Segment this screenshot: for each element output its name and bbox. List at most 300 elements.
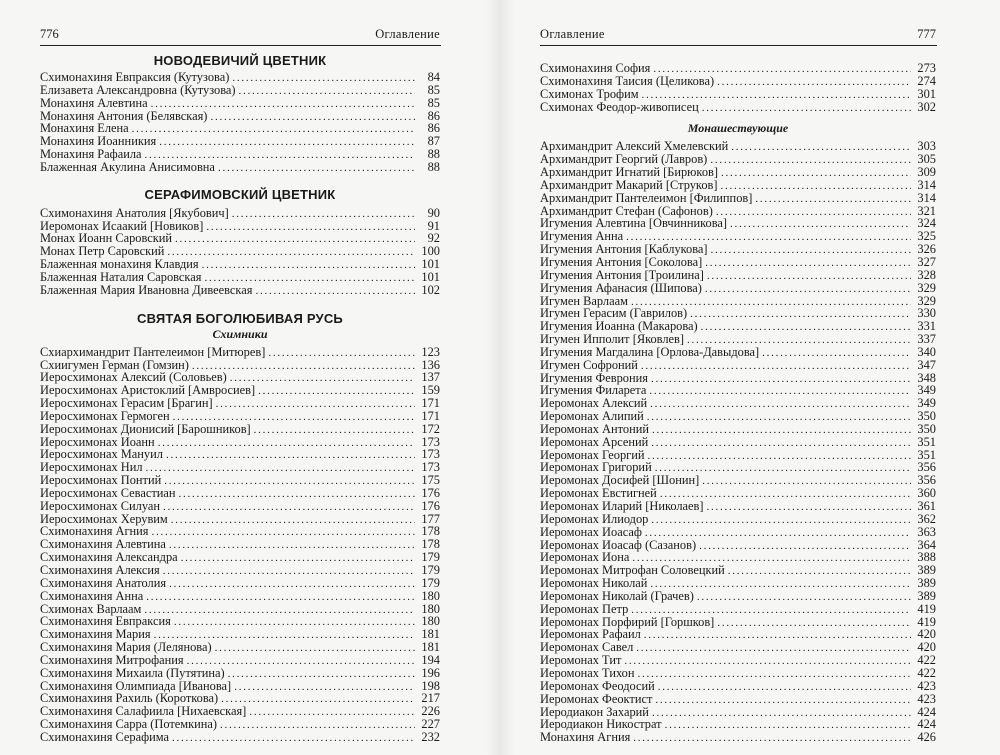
toc-entry <box>540 88 936 101</box>
toc-entry <box>540 75 936 88</box>
toc-entry <box>40 71 440 84</box>
toc-entry <box>40 654 440 667</box>
entry-page-number: 321 <box>917 203 936 218</box>
entry-page-number: 325 <box>917 229 936 244</box>
toc-entry <box>540 410 936 423</box>
toc-entry <box>540 359 936 372</box>
entry-page-number: 274 <box>917 73 936 88</box>
dot-leader <box>762 346 911 360</box>
dot-leader <box>702 101 911 115</box>
entry-title: Иеромонах Тит <box>540 653 622 668</box>
entry-title: Схимонахиня Рахиль (Короткова) <box>40 691 219 706</box>
entry-page-number: 349 <box>917 396 936 411</box>
entry-page-number: 426 <box>917 730 936 745</box>
dot-leader <box>169 577 415 591</box>
entry-page-number: 337 <box>917 332 936 347</box>
entry-page-number: 85 <box>427 82 440 97</box>
entry-page-number: 180 <box>421 601 440 616</box>
dot-leader <box>132 122 415 136</box>
entry-page-number: 363 <box>917 524 936 539</box>
entry-page-number: 181 <box>421 640 440 655</box>
entry-title: Блаженная Наталия Саровская <box>40 269 202 284</box>
entry-page-number: 172 <box>421 421 440 436</box>
entry-title: Иеромонах Рафаил <box>540 627 641 642</box>
entry-page-number: 85 <box>427 95 440 110</box>
entry-page-number: 314 <box>917 190 936 205</box>
dot-leader <box>721 166 911 180</box>
dot-leader <box>169 538 415 552</box>
entry-title: Иеромонах Петр <box>540 601 629 616</box>
entry-page-number: 232 <box>421 729 440 744</box>
toc-entry <box>40 577 440 590</box>
entry-page-number: 173 <box>421 434 440 449</box>
dot-leader <box>705 256 911 270</box>
entry-title: Схимонахиня Сарра (Потемкина) <box>40 717 218 732</box>
dot-leader <box>146 461 415 475</box>
entry-page-number: 328 <box>917 267 936 282</box>
entry-title: Иеросхимонах Аристоклий [Амвросиев] <box>40 383 256 398</box>
toc-entry <box>540 577 936 590</box>
toc-entry <box>540 333 936 346</box>
entry-title: Иеромонах Николай <box>540 576 648 591</box>
entry-title: Игумен Герасим (Гаврилов) <box>540 306 688 321</box>
entry-title: Иеромонах Алексий <box>540 396 648 411</box>
entry-title: Иеросхимонах Мануил <box>40 447 163 462</box>
entry-title: Иеромонах Порфирий [Горшков] <box>540 614 715 629</box>
entry-title: Схиигумен Герман (Гомзин) <box>40 357 189 372</box>
entry-page-number: 420 <box>917 640 936 655</box>
entry-title: Иеромонах Савел <box>540 640 634 655</box>
entry-page-number: 87 <box>427 134 440 149</box>
entry-page-number: 356 <box>917 473 936 488</box>
entry-page-number: 196 <box>421 665 440 680</box>
entry-page-number: 364 <box>917 537 936 552</box>
dot-leader <box>164 474 415 488</box>
entry-title: Иеросхимонах Нил <box>40 460 143 475</box>
entry-title: Схимонахиня Евпраксия <box>40 614 171 629</box>
dot-leader <box>655 693 911 707</box>
entry-page-number: 424 <box>917 717 936 732</box>
dot-leader <box>232 207 415 221</box>
entry-title: Игумения Магдалина [Орлова-Давыдова] <box>540 344 760 359</box>
entry-page-number: 100 <box>421 244 440 259</box>
dot-leader <box>179 487 415 501</box>
subsection-heading: Монашествующие <box>687 121 789 136</box>
entry-page-number: 362 <box>917 511 936 526</box>
dot-leader <box>644 628 911 642</box>
entry-title: Иеромонах Арсений <box>540 434 649 449</box>
entry-title: Схимонахиня Серафима <box>40 729 170 744</box>
toc-entry <box>40 284 440 297</box>
entry-page-number: 86 <box>427 121 440 136</box>
entry-page-number: 91 <box>427 218 440 233</box>
dot-leader <box>636 641 911 655</box>
toc-entry <box>540 166 936 179</box>
dot-leader <box>239 84 415 98</box>
dot-leader <box>163 500 415 514</box>
dot-leader <box>228 667 415 681</box>
toc-entry <box>40 474 440 487</box>
dot-leader <box>202 258 415 272</box>
entry-title: Блаженная Мария Ивановна Дивеевская <box>40 282 253 297</box>
dot-leader <box>216 397 415 411</box>
entry-page-number: 361 <box>917 499 936 513</box>
right-toc <box>540 50 936 744</box>
entry-title: Схимонахиня Митрофания <box>40 652 184 667</box>
left-header-rule <box>40 45 441 46</box>
entry-title: Схимонахиня Таисия (Целикова) <box>540 73 715 88</box>
entry-page-number: 422 <box>917 665 936 680</box>
entry-title: Иеросхимонах Иоанн <box>40 434 155 449</box>
toc-entry <box>40 641 440 654</box>
dot-leader <box>710 153 911 167</box>
toc-entry <box>540 282 936 295</box>
entry-page-number: 350 <box>917 409 936 424</box>
entry-page-number: 351 <box>917 434 936 449</box>
entry-title: Иеромонах Феоктист <box>540 691 653 706</box>
entry-page-number: 217 <box>421 691 440 706</box>
entry-page-number: 356 <box>917 460 936 475</box>
entry-title: Архимандрит Макарий [Струков] <box>540 177 718 192</box>
entry-title: Схимонахиня Мария (Лелянова) <box>40 640 212 655</box>
entry-title: Игумения Антония [Каблукова] <box>540 242 708 257</box>
toc-entry <box>40 564 440 577</box>
dot-leader <box>649 384 911 398</box>
entry-title: Иеромонах Исаакий [Новиков] <box>40 218 204 233</box>
dot-leader <box>701 320 911 334</box>
entry-title: Игумения Анна <box>540 229 624 244</box>
dot-leader <box>255 284 415 298</box>
dot-leader <box>181 551 415 565</box>
entry-title: Схимонах Феодор-живописец <box>540 99 699 114</box>
toc-entry <box>40 590 440 603</box>
entry-title: Архимандрит Георгий (Лавров) <box>540 152 708 167</box>
entry-title: Игумен Ипполит [Яковлев] <box>540 332 685 347</box>
entry-page-number: 194 <box>421 652 440 667</box>
section-heading: СВЯТАЯ БОГОЛЮБИВАЯ РУСЬ <box>137 310 343 326</box>
entry-title: Игумения Феврония <box>540 370 648 385</box>
dot-leader <box>702 474 911 488</box>
entry-title: Иеросхимонах Герасим [Брагин] <box>40 396 213 411</box>
entry-page-number: 86 <box>427 108 440 123</box>
entry-page-number: 102 <box>421 282 440 297</box>
toc-entry <box>540 179 936 192</box>
entry-page-number: 388 <box>917 550 936 565</box>
toc-entry <box>40 207 440 220</box>
entry-page-number: 389 <box>917 563 936 578</box>
entry-title: Схимонахиня Мария <box>40 627 151 642</box>
entry-page-number: 349 <box>917 383 936 398</box>
entry-page-number: 181 <box>421 627 440 642</box>
dot-leader <box>258 384 415 398</box>
entry-page-number: 305 <box>917 152 936 167</box>
subsection-heading: Схимники <box>212 326 268 341</box>
entry-page-number: 329 <box>917 293 936 308</box>
entry-page-number: 273 <box>917 61 936 75</box>
dot-leader <box>707 500 911 514</box>
dot-leader <box>690 307 911 321</box>
entry-page-number: 420 <box>917 627 936 642</box>
entry-title: Схимонахиня Анатолия <box>40 575 167 590</box>
dot-leader <box>658 680 911 694</box>
entry-page-number: 424 <box>917 704 936 719</box>
entry-page-number: 179 <box>421 550 440 565</box>
dot-leader <box>166 448 415 462</box>
dot-leader <box>755 192 911 206</box>
toc-entry <box>40 346 440 359</box>
section-heading: СЕРАФИМОВСКИЙ ЦВЕТНИК <box>144 186 336 202</box>
entry-title: Схимонахиня Анна <box>40 588 144 603</box>
entry-page-number: 176 <box>421 485 440 500</box>
toc-entry <box>40 271 440 284</box>
entry-title: Иеромонах Иона <box>540 550 630 565</box>
entry-page-number: 348 <box>917 370 936 385</box>
entry-title: Схимонахиня Анатолия [Якубович] <box>40 205 229 220</box>
entry-title: Игумения Филарета <box>540 383 647 398</box>
entry-page-number: 423 <box>917 678 936 693</box>
entry-title: Монах Иоанн Саровский <box>40 231 173 246</box>
toc-entry <box>540 667 936 680</box>
entry-page-number: 159 <box>421 383 440 398</box>
dot-leader <box>699 539 911 553</box>
entry-page-number: 173 <box>421 447 440 462</box>
entry-page-number: 389 <box>917 576 936 591</box>
entry-title: Иеромонах Илиодор <box>540 511 649 526</box>
dot-leader <box>152 525 415 539</box>
toc-entry <box>540 513 936 526</box>
entry-title: Схимонахиня Агния <box>40 524 149 539</box>
entry-title: Иеросхимонах Гермоген <box>40 408 170 423</box>
entry-title: Монахиня Рафаила <box>40 147 142 162</box>
entry-page-number: 350 <box>917 421 936 436</box>
entry-page-number: 137 <box>421 370 440 385</box>
right-header-rule <box>540 45 937 46</box>
toc-entry <box>40 500 440 513</box>
entry-page-number: 331 <box>917 319 936 334</box>
right-page-number: 777 <box>917 27 936 41</box>
entry-page-number: 178 <box>421 537 440 552</box>
entry-title: Иеромонах Иоасаф (Сазанов) <box>540 537 697 552</box>
dot-leader <box>707 269 911 283</box>
entry-page-number: 226 <box>421 704 440 719</box>
left-running-head: Оглавление <box>375 27 440 41</box>
dot-leader <box>728 564 911 578</box>
dot-leader <box>167 245 415 259</box>
dot-leader <box>716 205 911 219</box>
entry-page-number: 389 <box>917 588 936 603</box>
dot-leader <box>638 667 911 681</box>
entry-page-number: 179 <box>421 563 440 577</box>
entry-title: Иеросхимонах Алексий (Соловьев) <box>40 370 227 385</box>
toc-entry <box>540 500 936 513</box>
entry-title: Иеродиакон Захарий <box>540 704 649 719</box>
toc-entry <box>540 693 936 706</box>
toc-entry <box>40 410 440 423</box>
dot-leader <box>175 232 415 246</box>
entry-page-number: 178 <box>421 524 440 539</box>
entry-title: Схимонах Трофим <box>540 86 639 101</box>
dot-leader <box>731 140 911 154</box>
entry-title: Монахиня Агния <box>540 730 631 745</box>
entry-title: Схиархимандрит Пантелеимон [Митюрев] <box>40 344 266 359</box>
entry-page-number: 123 <box>421 344 440 359</box>
dot-leader <box>159 135 415 149</box>
left-page-number: 776 <box>40 27 59 41</box>
entry-page-number: 179 <box>421 575 440 590</box>
entry-page-number: 180 <box>421 588 440 603</box>
entry-title: Иеромонах Тихон <box>540 665 635 680</box>
entry-title: Монахиня Алевтина <box>40 95 148 110</box>
dot-leader <box>163 564 415 578</box>
section-heading: НОВОДЕВИЧИЙ ЦВЕТНИК <box>153 53 327 68</box>
entry-page-number: 340 <box>917 344 936 359</box>
entry-title: Иеросхимонах Севастиан <box>40 485 176 500</box>
entry-page-number: 351 <box>917 447 936 462</box>
entry-page-number: 90 <box>427 205 440 220</box>
toc-entry <box>40 148 440 161</box>
entry-page-number: 198 <box>421 678 440 693</box>
entry-title: Иеромонах Досифей [Шонин] <box>540 473 700 488</box>
entry-page-number: 227 <box>421 717 440 732</box>
toc-entry <box>540 680 936 693</box>
dot-leader <box>249 705 415 719</box>
dot-leader <box>650 397 911 411</box>
toc-entry <box>540 590 936 603</box>
dot-leader <box>158 436 415 450</box>
entry-title: Схимонахиня Михаила (Путятина) <box>40 665 225 680</box>
entry-page-number: 175 <box>421 473 440 488</box>
entry-title: Игумения Алевтина [Овчинникова] <box>540 216 728 231</box>
dot-leader <box>171 513 415 527</box>
entry-title: Иеродиакон Никострат <box>540 717 662 732</box>
entry-page-number: 347 <box>917 357 936 372</box>
entry-title: Иеромонах Григорий <box>540 460 652 475</box>
entry-title: Схимонах Варлаам <box>40 601 142 616</box>
entry-page-number: 419 <box>917 614 936 629</box>
entry-page-number: 327 <box>917 254 936 269</box>
dot-leader <box>146 590 415 604</box>
dot-leader <box>633 731 911 745</box>
entry-title: Монах Петр Саровский <box>40 244 165 259</box>
entry-title: Схимонахиня София <box>540 61 651 75</box>
entry-title: Иеросхимонах Херувим <box>40 511 168 526</box>
dot-leader <box>234 680 415 694</box>
entry-page-number: 329 <box>917 280 936 295</box>
dot-leader <box>220 718 415 732</box>
entry-page-number: 88 <box>427 147 440 162</box>
dot-leader <box>641 359 911 373</box>
dot-leader <box>652 706 911 720</box>
dot-leader <box>254 423 415 437</box>
dot-leader <box>717 75 911 89</box>
entry-title: Иеросхимонах Силуан <box>40 498 161 513</box>
entry-title: Игумения Иоанна (Макарова) <box>540 319 698 334</box>
entry-title: Игумения Антония [Троилина] <box>540 267 704 282</box>
entry-page-number: 101 <box>421 257 440 272</box>
entry-page-number: 326 <box>917 242 936 257</box>
entry-title: Схимонахиня Олимпиада [Иванова] <box>40 678 232 693</box>
dot-leader <box>730 217 911 231</box>
entry-page-number: 302 <box>917 99 936 114</box>
dot-leader <box>651 436 911 450</box>
right-running-head: Оглавление <box>540 27 605 41</box>
entry-title: Иеромонах Иоасаф <box>540 524 642 539</box>
entry-page-number: 303 <box>917 139 936 154</box>
entry-title: Иеромонах Николай (Грачев) <box>540 588 694 603</box>
dot-leader <box>697 590 911 604</box>
entry-title: Иеромонах Георгий <box>540 447 645 462</box>
entry-title: Игумен Варлаам <box>540 293 628 308</box>
dot-leader <box>652 423 911 437</box>
entry-title: Схимонахиня Евпраксия (Кутузова) <box>40 70 230 84</box>
entry-title: Блаженная монахиня Клавдия <box>40 257 199 272</box>
toc-entry <box>540 101 936 114</box>
entry-page-number: 101 <box>421 269 440 284</box>
entry-page-number: 171 <box>421 408 440 423</box>
entry-page-number: 309 <box>917 165 936 180</box>
toc-entry <box>540 62 936 75</box>
dot-leader <box>218 161 415 175</box>
entry-title: Иеромонах Алипий <box>540 409 644 424</box>
right-page <box>500 0 1000 755</box>
entry-page-number: 177 <box>421 511 440 526</box>
entry-title: Игумения Антония [Соколова] <box>540 254 703 269</box>
toc-entry <box>540 526 936 539</box>
entry-page-number: 173 <box>421 460 440 475</box>
dot-leader <box>268 346 415 360</box>
dot-leader <box>232 71 415 85</box>
dot-leader <box>144 603 415 617</box>
toc-entry <box>40 161 440 174</box>
entry-title: Иеромонах Антоний <box>540 421 649 436</box>
entry-title: Иеромонах Иларий [Николаев] <box>540 499 704 513</box>
entry-title: Схимонахиня Салафиила [Нихаевская] <box>40 704 247 719</box>
entry-title: Архимандрит Игнатий [Бирюков] <box>540 165 718 180</box>
dot-leader <box>711 243 911 257</box>
dot-leader <box>210 110 415 124</box>
toc-entry <box>40 487 440 500</box>
entry-page-number: 301 <box>917 86 936 101</box>
entry-title: Архимандрит Алексий Хмелевский <box>540 139 729 154</box>
entry-page-number: 84 <box>427 70 440 84</box>
dot-leader <box>215 641 415 655</box>
entry-title: Архимандрит Стефан (Сафонов) <box>540 203 713 218</box>
dot-leader <box>624 654 911 668</box>
entry-title: Иеромонах Феодосий <box>540 678 655 693</box>
toc-entry <box>40 97 440 110</box>
entry-page-number: 92 <box>427 231 440 246</box>
entry-page-number: 176 <box>421 498 440 513</box>
entry-title: Иеромонах Евстигней <box>540 486 657 501</box>
entry-title: Елизавета Александровна (Кутузова) <box>40 82 236 97</box>
entry-page-number: 422 <box>917 653 936 668</box>
left-toc <box>40 50 440 744</box>
entry-page-number: 180 <box>421 614 440 629</box>
dot-leader <box>230 371 415 385</box>
toc-entry <box>540 603 936 616</box>
dot-leader <box>174 615 415 629</box>
entry-title: Монахиня Иоанникия <box>40 134 157 149</box>
entry-page-number: 171 <box>421 396 440 411</box>
entry-title: Иеросхимонах Понтий <box>40 473 162 488</box>
toc-entry <box>540 192 936 205</box>
dot-leader <box>705 282 911 296</box>
toc-entry <box>540 346 936 359</box>
toc-entry <box>540 436 936 449</box>
entry-title: Блаженная Акулина Анисимовна <box>40 159 215 174</box>
toc-entry <box>40 84 440 97</box>
toc-entry <box>540 269 936 282</box>
